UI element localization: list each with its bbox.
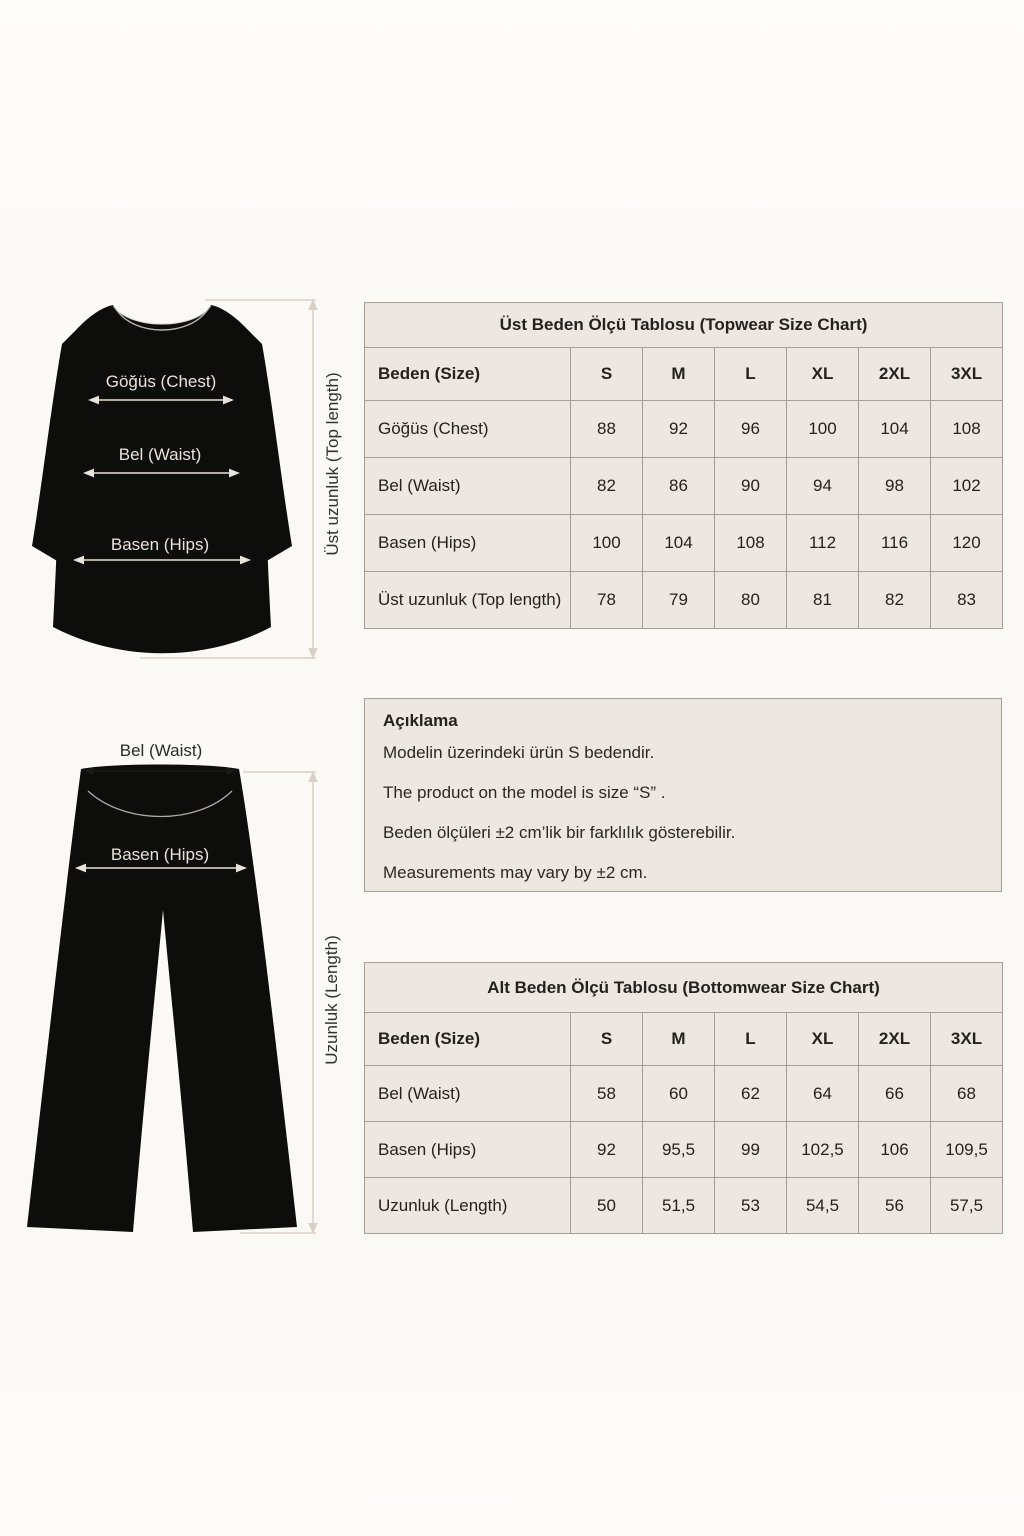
bottom-length-label: Uzunluk (Length): [322, 935, 341, 1065]
cell-value: 51,5: [643, 1178, 715, 1234]
size-col-header: M: [643, 348, 715, 401]
cell-value: 62: [715, 1066, 787, 1122]
cell-value: 68: [931, 1066, 1003, 1122]
table-row: [365, 963, 1003, 1013]
cell-value: 86: [643, 458, 715, 515]
table-row: [365, 458, 1003, 515]
cell-value: 100: [787, 401, 859, 458]
cell-value: 112: [787, 515, 859, 572]
cell-value: 82: [859, 572, 931, 629]
size-col-header: 2XL: [859, 348, 931, 401]
cell-value: 90: [715, 458, 787, 515]
tunic-chest-label: Göğüs (Chest): [105, 372, 217, 391]
row-label: Üst uzunluk (Top length): [365, 572, 571, 629]
tunic-hips-label: Basen (Hips): [110, 535, 210, 554]
cell-value: 104: [643, 515, 715, 572]
cell-value: 78: [571, 572, 643, 629]
cell-value: 66: [859, 1066, 931, 1122]
cell-value: 96: [715, 401, 787, 458]
cell-value: 108: [931, 401, 1003, 458]
row-label: Göğüs (Chest): [365, 401, 571, 458]
cell-value: 64: [787, 1066, 859, 1122]
table-row: [365, 348, 1003, 401]
size-col-header: XL: [787, 348, 859, 401]
cell-value: 92: [571, 1122, 643, 1178]
table-row: [365, 515, 1003, 572]
cell-value: 98: [859, 458, 931, 515]
table-row: [365, 572, 1003, 629]
size-col-header: 2XL: [859, 1013, 931, 1066]
cell-value: 53: [715, 1178, 787, 1234]
row-label: Bel (Waist): [365, 1066, 571, 1122]
cell-value: 99: [715, 1122, 787, 1178]
cell-value: 95,5: [643, 1122, 715, 1178]
topwear-table-title: Üst Beden Ölçü Tablosu (Topwear Size Chart): [365, 303, 1003, 348]
row-label: Uzunluk (Length): [365, 1178, 571, 1234]
size-col-header: 3XL: [931, 348, 1003, 401]
topwear-size-table: [364, 302, 1003, 629]
table-row: [365, 1066, 1003, 1122]
cell-value: 83: [931, 572, 1003, 629]
notes-line: The product on the model is size “S” .: [383, 783, 666, 802]
cell-value: 88: [571, 401, 643, 458]
cell-value: 104: [859, 401, 931, 458]
cell-value: 106: [859, 1122, 931, 1178]
cell-value: 100: [571, 515, 643, 572]
size-col-header: 3XL: [931, 1013, 1003, 1066]
row-label: Basen (Hips): [365, 515, 571, 572]
size-header-label: Beden (Size): [365, 348, 571, 401]
size-col-header: M: [643, 1013, 715, 1066]
cell-value: 82: [571, 458, 643, 515]
table-row: [365, 1122, 1003, 1178]
tunic-waist-label: Bel (Waist): [118, 445, 202, 464]
size-header-label: Beden (Size): [365, 1013, 571, 1066]
cell-value: 58: [571, 1066, 643, 1122]
bottomwear-size-table: [364, 962, 1003, 1234]
cell-value: 60: [643, 1066, 715, 1122]
notes-line: Measurements may vary by ±2 cm.: [383, 863, 648, 882]
cell-value: 102: [931, 458, 1003, 515]
cell-value: 108: [715, 515, 787, 572]
size-col-header: L: [715, 348, 787, 401]
cell-value: 102,5: [787, 1122, 859, 1178]
cell-value: 56: [859, 1178, 931, 1234]
pants-waist-label: Bel (Waist): [119, 741, 203, 760]
cell-value: 50: [571, 1178, 643, 1234]
cell-value: 94: [787, 458, 859, 515]
notes-line: Modelin üzerindeki ürün S bedendir.: [383, 743, 655, 762]
table-row: [365, 1013, 1003, 1066]
top-length-label: Üst uzunluk (Top length): [323, 372, 342, 556]
table-row: [365, 401, 1003, 458]
cell-value: 54,5: [787, 1178, 859, 1234]
size-col-header: XL: [787, 1013, 859, 1066]
row-label: Basen (Hips): [365, 1122, 571, 1178]
pants-illustration: [27, 765, 297, 1233]
cell-value: 79: [643, 572, 715, 629]
cell-value: 92: [643, 401, 715, 458]
size-col-header: L: [715, 1013, 787, 1066]
cell-value: 81: [787, 572, 859, 629]
notes-title: Açıklama: [383, 711, 458, 730]
table-row: [365, 1178, 1003, 1234]
size-col-header: S: [571, 1013, 643, 1066]
size-col-header: S: [571, 348, 643, 401]
cell-value: 109,5: [931, 1122, 1003, 1178]
row-label: Bel (Waist): [365, 458, 571, 515]
notes-box: [364, 698, 1002, 892]
tunic-illustration: [32, 305, 292, 653]
cell-value: 116: [859, 515, 931, 572]
notes-line: Beden ölçüleri ±2 cm’lik bir farklılık gösterebilir.: [383, 823, 736, 842]
pants-hips-label: Basen (Hips): [110, 845, 210, 864]
cell-value: 120: [931, 515, 1003, 572]
bottomwear-table-title: Alt Beden Ölçü Tablosu (Bottomwear Size Chart): [365, 963, 1003, 1013]
cell-value: 57,5: [931, 1178, 1003, 1234]
cell-value: 80: [715, 572, 787, 629]
table-row: [365, 303, 1003, 348]
